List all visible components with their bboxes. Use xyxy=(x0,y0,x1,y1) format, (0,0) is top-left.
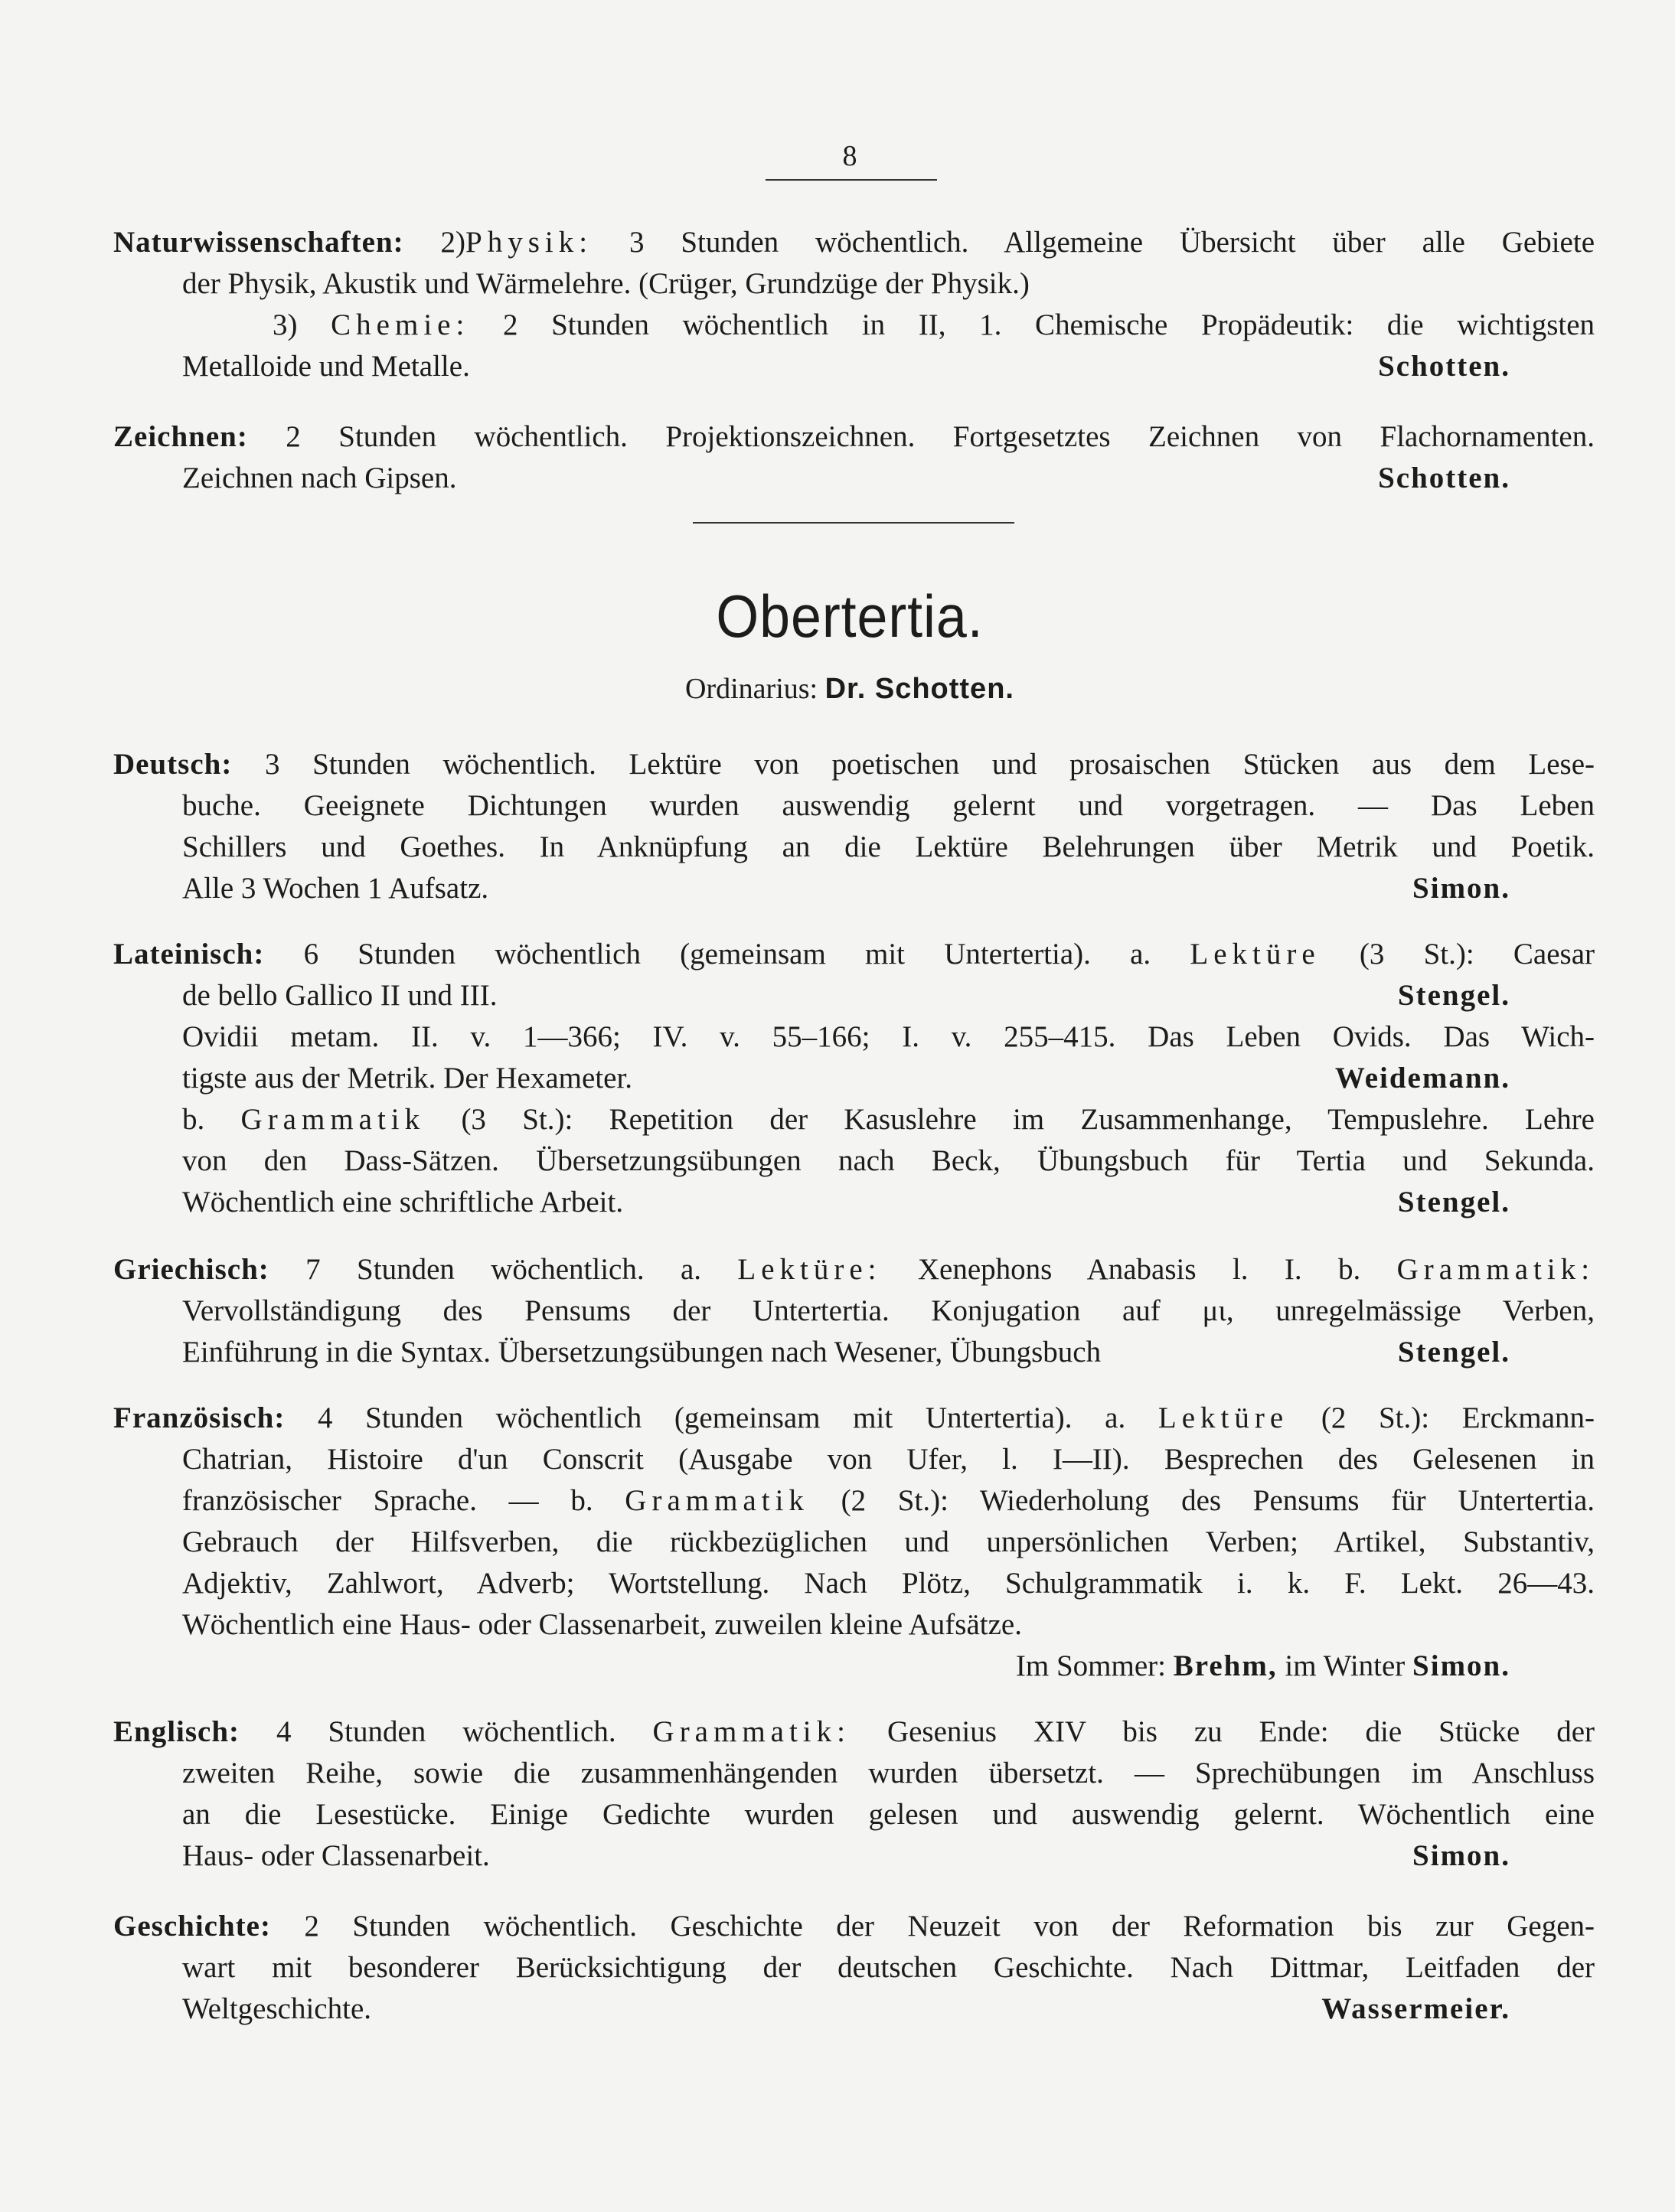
text-run: Einführung in die Syntax. Übersetzungsübungen nach Wesener, Übungsbuch xyxy=(182,1336,1102,1369)
text-line xyxy=(113,346,1595,387)
page-number: 8 xyxy=(842,140,857,172)
text-line xyxy=(113,222,1595,263)
teacher-name: Brehm, xyxy=(1173,1649,1278,1682)
text-line xyxy=(113,1480,1595,1522)
paragraph-naturwissenschaften xyxy=(113,222,1595,387)
spaced-term: Chemie: xyxy=(331,308,470,341)
ordinarius-name: Dr. Schotten. xyxy=(824,673,1014,705)
paragraph-deutsch xyxy=(113,744,1595,909)
text-line xyxy=(113,305,1595,346)
paragraph-geschichte xyxy=(113,1906,1595,2030)
text-run: Alle 3 Wochen 1 Aufsatz. xyxy=(182,872,489,905)
text-line xyxy=(113,1711,1595,1753)
text-line: zweiten Reihe, sowie die zusammenhängenden wurden übersetzt. — Sprechübungen im Anschluss xyxy=(182,1757,1595,1790)
text-line xyxy=(113,868,1595,909)
text-line xyxy=(113,744,1595,785)
text-run: Haus- oder Classenarbeit. xyxy=(182,1839,490,1872)
spaced-term: Lektüre xyxy=(1190,938,1321,971)
text-run: 6 Stunden wöchentlich (gemeinsam mit Untertertia). a. xyxy=(303,938,1151,971)
section-heading: Griechisch: xyxy=(113,1253,269,1286)
text-run: 3 Stunden wöchentlich. Lektüre von poetischen und prosaischen Stücken aus dem Lese- xyxy=(264,748,1595,781)
teacher-name: Wassermeier. xyxy=(1321,1992,1510,2025)
text-line xyxy=(113,1646,1595,1687)
section-heading: Lateinisch: xyxy=(113,938,265,971)
text-run: 7 Stunden wöchentlich. a. xyxy=(305,1253,702,1286)
spaced-term: Grammatik xyxy=(625,1484,809,1517)
spaced-term: Grammatik: xyxy=(652,1715,851,1748)
text-run: 2 Stunden wöchentlich. Geschichte der Neuzeit von der Reformation bis zur Gegen- xyxy=(304,1910,1595,1943)
paragraph-zeichnen xyxy=(113,416,1595,499)
text-line: Vervollständigung des Pensums der Untertertia. Konjugation auf μι, unregelmässige Verben, xyxy=(182,1294,1595,1327)
text-line xyxy=(113,1249,1595,1290)
section-divider xyxy=(693,522,1014,524)
text-run: 4 Stunden wöchentlich. xyxy=(276,1715,616,1748)
text-run: de bello Gallico II und III. xyxy=(182,979,498,1012)
spaced-term: Physik: xyxy=(465,226,593,259)
section-heading: Zeichnen: xyxy=(113,420,248,453)
text-line xyxy=(113,1099,1595,1140)
text-line xyxy=(113,1906,1595,1947)
section-heading: Geschichte: xyxy=(113,1910,271,1943)
section-heading: Englisch: xyxy=(113,1715,240,1748)
text-line: von den Dass-Sätzen. Übersetzungsübungen nach Beck, Übungsbuch für Tertia und Sekunda. xyxy=(182,1144,1595,1177)
text-run: im Winter xyxy=(1285,1649,1406,1682)
text-line: Chatrian, Histoire d'un Conscrit (Ausgabe von Ufer, l. I—II). Besprechen des Gelesenen in xyxy=(182,1443,1595,1476)
text-run: (3 St.): Caesar xyxy=(1359,938,1595,971)
text-run: Xenephons Anabasis l. I. b. xyxy=(917,1253,1361,1286)
text-line: buche. Geeignete Dichtungen wurden auswendig gelernt und vorgetragen. — Das Leben xyxy=(182,789,1595,822)
text-line: Gebrauch der Hilfsverben, die rückbezüglichen und unpersönlichen Verben; Artikel, Substantiv, xyxy=(182,1525,1595,1558)
teacher-name: Stengel. xyxy=(1397,1186,1510,1219)
section-heading: Naturwissenschaften: xyxy=(113,226,404,259)
spaced-term: Lektüre: xyxy=(737,1253,882,1286)
text-line xyxy=(113,1332,1595,1373)
text-run: Gesenius XIV bis zu Ende: die Stücke der xyxy=(886,1715,1595,1748)
text-run: b. xyxy=(182,1103,205,1136)
text-run: 2) xyxy=(440,226,466,259)
paragraph-englisch xyxy=(113,1711,1595,1877)
spaced-term: Grammatik xyxy=(240,1103,426,1136)
text-line xyxy=(113,458,1595,499)
teacher-name: Schotten. xyxy=(1378,350,1510,383)
ordinarius-line xyxy=(0,672,1675,706)
text-line xyxy=(113,1182,1595,1223)
teacher-name: Simon. xyxy=(1412,1649,1510,1682)
text-run: 4 Stunden wöchentlich (gemeinsam mit Untertertia). a. xyxy=(317,1401,1126,1434)
paragraph-lateinisch xyxy=(113,934,1595,1223)
ordinarius-label: Ordinarius: xyxy=(685,673,818,705)
text-run: 3 Stunden wöchentlich. Allgemeine Übersicht über alle Gebiete xyxy=(629,226,1595,259)
text-run: tigste aus der Metrik. Der Hexameter. xyxy=(182,1062,633,1095)
spaced-term: Grammatik: xyxy=(1396,1253,1595,1286)
paragraph-griechisch xyxy=(113,1249,1595,1373)
text-line xyxy=(113,975,1595,1016)
text-run: Zeichnen nach Gipsen. xyxy=(182,462,457,494)
text-run: 2 Stunden wöchentlich. Projektionszeichnen. Fortgesetztes Zeichnen von Flachornamenten. xyxy=(286,420,1595,453)
text-line: der Physik, Akustik und Wärmelehre. (Crüger, Grundzüge der Physik.) xyxy=(182,267,1030,300)
section-heading: Deutsch: xyxy=(113,748,233,781)
text-line: Adjektiv, Zahlwort, Adverb; Wortstellung. Nach Plötz, Schulgrammatik i. k. F. Lekt. 26—43. xyxy=(182,1567,1595,1600)
text-line xyxy=(113,1989,1595,2030)
paragraph-franzoesisch xyxy=(113,1398,1595,1687)
teacher-name: Schotten. xyxy=(1378,462,1510,494)
text-run: Im Sommer: xyxy=(1015,1649,1166,1682)
text-line xyxy=(113,934,1595,975)
text-line: an die Lesestücke. Einige Gedichte wurden gelesen und auswendig gelernt. Wöchentlich eine xyxy=(182,1798,1595,1831)
text-line xyxy=(113,1058,1595,1099)
text-run: Metalloide und Metalle. xyxy=(182,350,470,383)
section-heading: Französisch: xyxy=(113,1401,286,1434)
teacher-name: Simon. xyxy=(1412,1839,1510,1872)
text-line xyxy=(113,1398,1595,1439)
text-line xyxy=(113,1835,1595,1877)
text-line: Ovidii metam. II. v. 1—366; IV. v. 55–166; I. v. 255–415. Das Leben Ovids. Das Wich- xyxy=(182,1020,1595,1053)
text-run: französischer Sprache. — b. xyxy=(182,1484,593,1517)
text-run: (2 St.): Wiederholung des Pensums für Untertertia. xyxy=(841,1484,1595,1517)
text-run: Wöchentlich eine schriftliche Arbeit. xyxy=(182,1186,624,1219)
text-line xyxy=(113,416,1595,458)
spaced-term: Lektüre xyxy=(1157,1401,1289,1434)
text-run: Weltgeschichte. xyxy=(182,1992,372,2025)
text-line: Schillers und Goethes. In Anknüpfung an die Lektüre Belehrungen über Metrik und Poetik. xyxy=(182,830,1595,863)
text-run: 2 Stunden wöchentlich in II, 1. Chemische Propädeutik: die wichtigsten xyxy=(502,308,1595,341)
text-run: 3) xyxy=(273,308,298,341)
text-run: (2 St.): Erckmann- xyxy=(1321,1401,1595,1434)
teacher-name: Simon. xyxy=(1412,872,1510,905)
text-line: wart mit besonderer Berücksichtigung der deutschen Geschichte. Nach Dittmar, Leitfaden der xyxy=(182,1951,1595,1984)
text-line: Wöchentlich eine Haus- oder Classenarbeit, zuweilen kleine Aufsätze. xyxy=(182,1608,1022,1641)
teacher-name: Stengel. xyxy=(1397,1336,1510,1369)
page-number-rule xyxy=(766,179,937,181)
teacher-name: Stengel. xyxy=(1397,979,1510,1012)
page-title: Obertertia. xyxy=(716,582,984,650)
text-run: (3 St.): Repetition der Kasuslehre im Zusammenhange, Tempuslehre. Lehre xyxy=(461,1103,1595,1136)
teacher-name: Weidemann. xyxy=(1334,1062,1510,1095)
